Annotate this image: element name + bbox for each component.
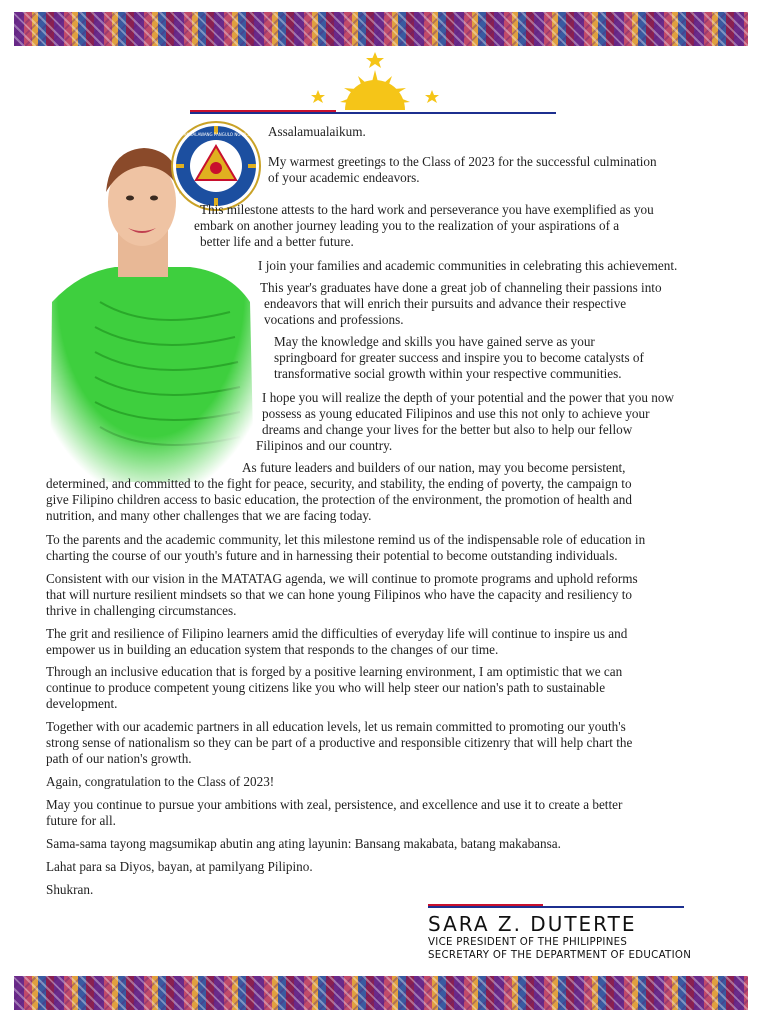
signatory-name: SARA Z. DUTERTE — [428, 912, 637, 936]
paragraph-13: Again, congratulation to the Class of 2023! — [46, 774, 275, 789]
signatory-title-1: VICE PRESIDENT OF THE PHILIPPINES — [428, 937, 628, 948]
seal-text: ANG PANGALAWANG PANGULO NG PILIPINAS — [171, 132, 261, 137]
paragraph-6: I hope you will realize the depth of your potential and the power that you now possess as young educated Filipinos and use this not only to achieve your dreams and change your lives for the better but also to help our fellow Filipinos and our country. — [256, 390, 674, 453]
paragraph-1: My warmest greetings to the Class of 2023 for the successful culmination of your academic endeavors. — [268, 154, 657, 185]
paragraph-9: Consistent with our vision in the MATATAG agenda, we will continue to promote programs and uphold reforms that will nurture resilient mindsets so that we can hone young Filipinos who have the capacity and resiliency to thrive in challenging circumstances. — [46, 571, 638, 618]
salutation: Assalamualaikum. — [268, 124, 366, 139]
decorative-border-bottom — [14, 976, 748, 1010]
paragraph-2: This milestone attests to the hard work and perseverance you have exemplified as you embark on another journey leading you to the realization of your aspirations of a better life and a better future. — [194, 202, 654, 249]
paragraph-12: Together with our academic partners in all education levels, let us remain committed to promoting our youth's strong sense of nationalism so they can be part of a productive and responsible citizenry that will help chart the path of our nation's growth. — [46, 719, 633, 766]
paragraph-7: As future leaders and builders of our nation, may you become persistent, determined, and committed to the fight for peace, security, and stability, the ending of poverty, the campaign to give Filipino children access to basic education, the protection of the environment, the promotion of health and nutrition, and many other challenges that we are facing today. — [46, 460, 632, 523]
closing: Shukran. — [46, 882, 94, 897]
paragraph-5: May the knowledge and skills you have gained serve as your springboard for greater success and inspire you to become catalysts of transformative social growth within your respective communities. — [274, 334, 644, 381]
paragraph-8: To the parents and the academic community, let this milestone remind us of the indispensable role of education in charting the course of our youth's future and in harnessing their potential to become outstanding individuals. — [46, 532, 646, 563]
paragraph-16: Lahat para sa Diyos, bayan, at pamilyang Pilipino. — [46, 859, 313, 874]
paragraph-4: This year's graduates have done a great job of channeling their passions into endeavors that will enrich their pursuits and advance their respective vocations and professions. — [260, 280, 662, 327]
paragraph-14: May you continue to pursue your ambitions with zeal, persistence, and excellence and use it to create a better future for all. — [46, 797, 623, 828]
paragraph-3: I join your families and academic communities in celebrating this achievement. — [258, 258, 678, 273]
flag-color-rule — [190, 110, 556, 114]
paragraph-10: The grit and resilience of Filipino learners amid the difficulties of everyday life will continue to inspire us and empower us in building an education system that responds to the changes of our time. — [46, 626, 628, 657]
decorative-border-top — [14, 12, 748, 46]
paragraph-11: Through an inclusive education that is forged by a positive learning environment, I am optimistic that we can continue to produce competent young citizens like you who will help steer our nation's path to sustainable development. — [46, 664, 623, 711]
signatory-title-2: SECRETARY OF THE DEPARTMENT OF EDUCATION — [428, 950, 692, 961]
signature-rule — [428, 904, 684, 908]
paragraph-15: Sama-sama tayong magsumikap abutin ang ating layunin: Bansang makabata, batang makabansa. — [46, 836, 561, 851]
office-seal-logo — [170, 120, 262, 212]
philippine-sun-stars-icon — [300, 50, 450, 112]
